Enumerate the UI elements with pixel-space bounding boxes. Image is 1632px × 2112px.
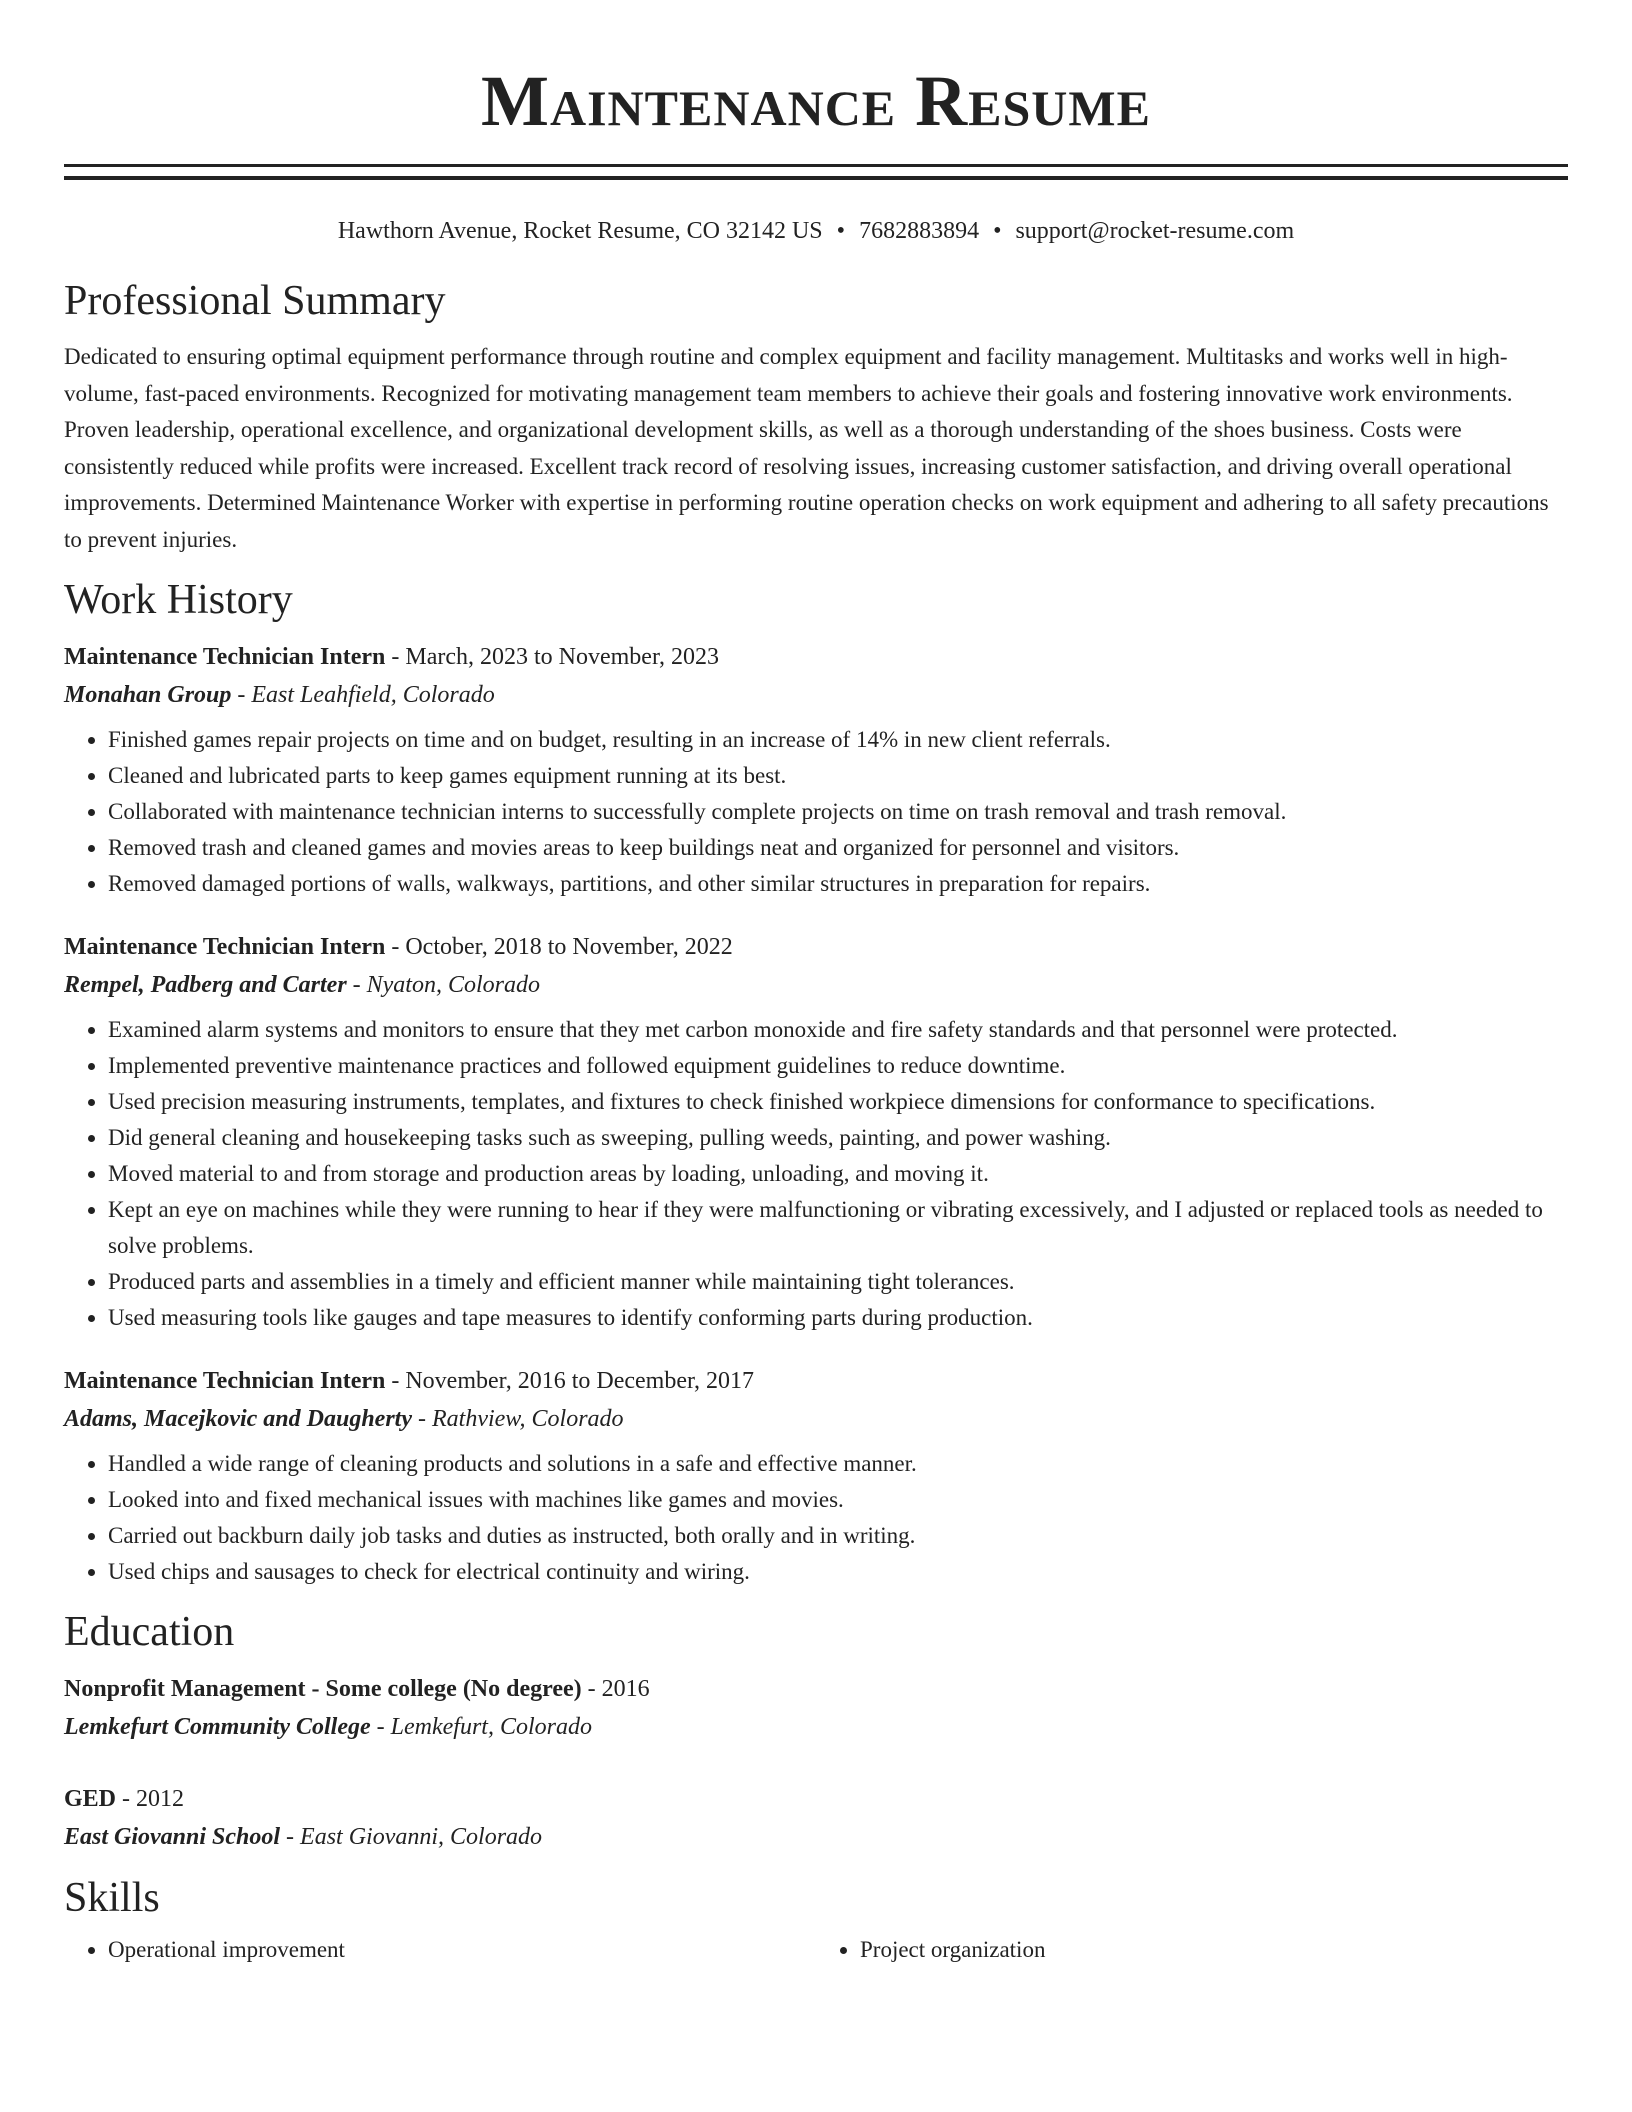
job-bullet: • Removed trash and cleaned games and movies areas to keep buildings neat and organized for personnel and visitors. bbox=[108, 830, 1568, 866]
job-bullet: • Used precision measuring instruments, templates, and fixtures to check finished workpiece dimensions for conformance to specifications. bbox=[108, 1084, 1568, 1120]
job-bullet: • Implemented preventive maintenance practices and followed equipment guidelines to reduce downtime. bbox=[108, 1048, 1568, 1084]
job-company: Monahan Group bbox=[64, 682, 232, 708]
summary-heading: Professional Summary bbox=[64, 278, 446, 324]
job-title-line bbox=[64, 928, 1568, 966]
job-bullet: • Produced parts and assemblies in a timely and efficient manner while maintaining tight tolerances. bbox=[108, 1264, 1568, 1300]
job-dates: - March, 2023 to November, 2023 bbox=[385, 644, 719, 670]
job-bullet: • Removed damaged portions of walls, walkways, partitions, and other similar structures in preparation for repairs. bbox=[108, 866, 1568, 902]
job-bullet: • Cleaned and lubricated parts to keep games equipment running at its best. bbox=[108, 758, 1568, 794]
education-degree: GED bbox=[64, 1786, 117, 1812]
job-company-line bbox=[64, 966, 1568, 1004]
education-degree: Nonprofit Management - Some college (No degree) bbox=[64, 1676, 582, 1702]
job-company: Rempel, Padberg and Carter bbox=[64, 972, 347, 998]
job-location: - Rathview, Colorado bbox=[412, 1406, 624, 1432]
education-school-line bbox=[64, 1818, 1568, 1856]
education-location: - Lemkefurt, Colorado bbox=[370, 1714, 592, 1740]
job-bullet: • Collaborated with maintenance technician interns to successfully complete projects on time on trash removal and trash removal. bbox=[108, 794, 1568, 830]
skills-right-column bbox=[816, 1932, 1568, 1968]
job-company-line bbox=[64, 676, 1568, 714]
education-school-line bbox=[64, 1708, 1568, 1746]
job-bullets bbox=[64, 1446, 1568, 1590]
job-company: Adams, Macejkovic and Daugherty bbox=[64, 1406, 412, 1432]
contact-separator: • bbox=[993, 218, 1002, 244]
job-bullet: • Handled a wide range of cleaning products and solutions in a safe and effective manner. bbox=[108, 1446, 1568, 1482]
job-entry bbox=[64, 1362, 1568, 1590]
job-title-line bbox=[64, 1362, 1568, 1400]
job-bullets bbox=[64, 1012, 1568, 1336]
contact-address: Hawthorn Avenue, Rocket Resume, CO 32142 US bbox=[337, 218, 823, 244]
education-year: - 2016 bbox=[581, 1676, 650, 1702]
job-entry bbox=[64, 638, 1568, 902]
education-entry bbox=[64, 1670, 1568, 1746]
summary-text: Dedicated to ensuring optimal equipment performance through routine and complex equipment and facility management. Multitasks and works well in high-volume, fast-paced environments. Recognized for motivating management team members to achieve their goals and fostering innovative work environments. Proven leadership, operational excellence, and organizational development skills, as well as a thorough understanding of the shoes business. Costs were consistently reduced while profits were increased. Excellent track record of resolving issues, increasing customer satisfaction, and driving overall operational improvements. Determined Maintenance Worker with expertise in performing routine operation checks on work equipment and adhering to all safety precautions to prevent injuries. bbox=[64, 344, 1549, 552]
job-bullet: • Used chips and sausages to check for electrical continuity and wiring. bbox=[108, 1554, 1568, 1590]
contact-line bbox=[64, 215, 1568, 247]
job-dates: - November, 2016 to December, 2017 bbox=[385, 1368, 754, 1394]
education-year: - 2012 bbox=[116, 1786, 185, 1812]
education-entry bbox=[64, 1780, 1568, 1856]
job-bullet: • Finished games repair projects on time and on budget, resulting in an increase of 14% in new client referrals. bbox=[108, 722, 1568, 758]
job-location: - East Leahfield, Colorado bbox=[231, 682, 495, 708]
work-history-heading: Work History bbox=[64, 577, 293, 623]
job-title: Maintenance Technician Intern bbox=[64, 1368, 386, 1394]
education-school: East Giovanni School bbox=[64, 1824, 281, 1850]
job-bullet: • Examined alarm systems and monitors to ensure that they met carbon monoxide and fire safety standards and that personnel were protected. bbox=[108, 1012, 1568, 1048]
education-school: Lemkefurt Community College bbox=[64, 1714, 371, 1740]
job-bullet: • Moved material to and from storage and production areas by loading, unloading, and moving it. bbox=[108, 1156, 1568, 1192]
skill-item: • Project organization bbox=[860, 1932, 1568, 1968]
skills-columns bbox=[64, 1932, 1568, 1968]
job-title-line bbox=[64, 638, 1568, 676]
skill-item: • Operational improvement bbox=[108, 1932, 816, 1968]
job-bullets bbox=[64, 722, 1568, 902]
job-title: Maintenance Technician Intern bbox=[64, 934, 386, 960]
job-company-line bbox=[64, 1400, 1568, 1438]
title-double-rule bbox=[64, 164, 1568, 180]
job-dates: - October, 2018 to November, 2022 bbox=[385, 934, 733, 960]
resume-title: Maintenance Resume bbox=[481, 61, 1151, 141]
contact-separator: • bbox=[836, 218, 846, 244]
job-entry bbox=[64, 928, 1568, 1336]
job-bullet: • Used measuring tools like gauges and tape measures to identify conforming parts during production. bbox=[108, 1300, 1568, 1336]
education-heading: Education bbox=[64, 1609, 235, 1655]
job-bullet: • Carried out backburn daily job tasks and duties as instructed, both orally and in writing. bbox=[108, 1518, 1568, 1554]
skills-left-column bbox=[64, 1932, 816, 1968]
contact-email: support@rocket-resume.com bbox=[1015, 218, 1295, 244]
education-degree-line bbox=[64, 1670, 1568, 1708]
job-bullet: • Kept an eye on machines while they were running to hear if they were malfunctioning or vibrating excessively, and I adjusted or replaced tools as needed to solve problems. bbox=[108, 1192, 1568, 1264]
job-bullet: • Looked into and fixed mechanical issues with machines like games and movies. bbox=[108, 1482, 1568, 1518]
job-bullet: • Did general cleaning and housekeeping tasks such as sweeping, pulling weeds, painting, and power washing. bbox=[108, 1120, 1568, 1156]
contact-phone: 7682883894 bbox=[859, 218, 980, 244]
education-location: - East Giovanni, Colorado bbox=[280, 1824, 543, 1850]
job-title: Maintenance Technician Intern bbox=[64, 644, 386, 670]
skills-heading: Skills bbox=[64, 1875, 160, 1921]
education-degree-line bbox=[64, 1780, 1568, 1818]
job-location: - Nyaton, Colorado bbox=[346, 972, 540, 998]
